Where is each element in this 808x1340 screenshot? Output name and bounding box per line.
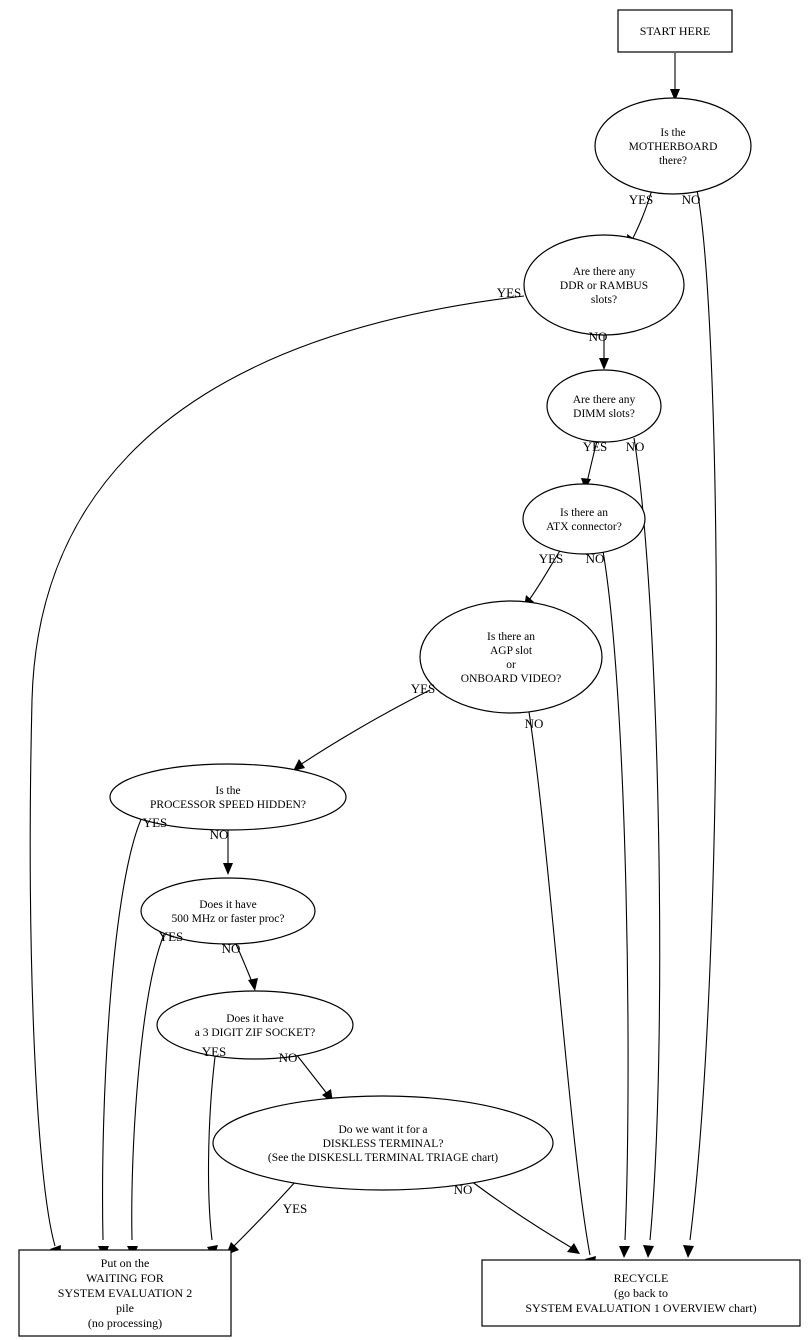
node-dimm[interactable] (547, 370, 661, 442)
edge-label-ddr-yes-waiting: YES (496, 285, 522, 300)
node-text-zif: a 3 DIGIT ZIF SOCKET? (194, 1027, 316, 1039)
node-text-diskless: Do we want it for a (338, 1124, 428, 1136)
node-text-mhz: Does it have (199, 899, 257, 911)
node-text-ddr: Are there any (572, 266, 636, 278)
edge-labels-layer (143, 192, 701, 1216)
node-text-atx: ATX connector? (546, 521, 622, 533)
node-shape-dimm (547, 370, 661, 442)
edge-label-agp-yes-procspeed: YES (410, 681, 436, 696)
node-zif[interactable] (157, 991, 353, 1059)
node-text-waiting: (no processing) (87, 1316, 163, 1330)
nodes-layer (19, 10, 800, 1336)
edge-motherboard-no-recycle (690, 190, 716, 1240)
node-text-agp: ONBOARD VIDEO? (460, 673, 562, 685)
node-text-recycle: SYSTEM EVALUATION 1 OVERVIEW chart) (525, 1301, 757, 1315)
node-text-recycle: (go back to (614, 1286, 668, 1300)
node-text-waiting: WAITING FOR (86, 1271, 164, 1285)
node-text-agp: Is there an (487, 631, 535, 643)
arrowhead-ddr-no-dimm (599, 358, 609, 370)
edge-label-ddr-no-dimm: NO (588, 329, 608, 344)
node-ddr[interactable] (524, 235, 684, 335)
edge-label-mhz-no-zif: NO (221, 941, 241, 956)
node-waiting[interactable] (19, 1250, 231, 1336)
edge-label-dimm-no-recycle: NO (625, 439, 645, 454)
arrowhead-dimm-no-recycle (643, 1245, 654, 1258)
edge-label-zif-yes-waiting: YES (201, 1044, 227, 1059)
arrowhead-motherboard-no-recycle (683, 1245, 694, 1258)
node-text-waiting: pile (116, 1301, 134, 1315)
edge-mhz-yes-waiting (132, 932, 165, 1240)
edge-diskless-no-recycle (471, 1181, 572, 1248)
edge-zif-no-diskless (296, 1054, 328, 1095)
node-text-diskless: (See the DISKESLL TERMINAL TRIAGE chart) (267, 1152, 499, 1164)
node-shape-atx (523, 484, 645, 554)
edge-label-diskless-no-recycle: NO (453, 1182, 473, 1197)
edge-label-diskless-yes-waiting: YES (282, 1201, 308, 1216)
edge-label-atx-yes-agp: YES (538, 551, 564, 566)
node-text-procspeed: Is the (215, 785, 241, 797)
node-text-mhz: 500 MHz or faster proc? (171, 913, 285, 925)
node-text-zif: Does it have (226, 1013, 284, 1025)
arrowhead-procspeed-no-mhz (223, 863, 233, 875)
node-text-ddr: slots? (590, 294, 618, 306)
arrowhead-atx-no-recycle (619, 1246, 630, 1258)
node-shape-agp (420, 601, 602, 713)
node-text-dimm: Are there any (572, 394, 636, 406)
edge-dimm-no-recycle (634, 438, 660, 1240)
node-text-diskless: DISKLESS TERMINAL? (322, 1138, 444, 1150)
node-text-motherboard: there? (658, 155, 688, 167)
edge-label-motherboard-yes-ddr: YES (628, 192, 654, 207)
edge-agp-no-recycle (529, 712, 590, 1255)
edge-label-atx-no-recycle: NO (585, 551, 605, 566)
edge-label-zif-no-diskless: NO (278, 1050, 298, 1065)
node-start[interactable] (618, 10, 732, 52)
edge-label-agp-no-recycle: NO (524, 716, 544, 731)
node-text-agp: or (506, 659, 516, 671)
node-motherboard[interactable] (595, 98, 751, 194)
edge-label-motherboard-no-recycle: NO (681, 192, 701, 207)
node-text-waiting: Put on the (100, 1256, 150, 1270)
node-text-agp: AGP slot (489, 645, 533, 657)
node-atx[interactable] (523, 484, 645, 554)
node-shape-zif (157, 991, 353, 1059)
node-recycle[interactable] (482, 1260, 800, 1326)
node-text-waiting: SYSTEM EVALUATION 2 (57, 1286, 193, 1300)
edge-atx-no-recycle (603, 551, 628, 1240)
node-text-dimm: DIMM slots? (573, 408, 635, 420)
node-text-start: START HERE (639, 24, 711, 38)
node-text-procspeed: PROCESSOR SPEED HIDDEN? (150, 799, 306, 811)
edge-label-procspeed-yes-waiting: YES (142, 815, 168, 830)
arrowhead-mhz-no-zif (248, 978, 258, 991)
node-text-motherboard: MOTHERBOARD (628, 141, 718, 153)
edge-procspeed-yes-waiting (103, 815, 143, 1240)
node-agp[interactable] (420, 601, 602, 713)
arrowhead-diskless-no-recycle (567, 1243, 580, 1254)
node-text-ddr: DDR or RAMBUS (559, 280, 649, 292)
node-text-motherboard: Is the (660, 127, 686, 139)
node-text-recycle: RECYCLE (613, 1271, 669, 1285)
edge-label-dimm-yes-atx: YES (582, 439, 608, 454)
edge-agp-yes-procspeed (300, 690, 430, 765)
node-text-atx: Is there an (560, 507, 608, 519)
edge-label-procspeed-no-mhz: NO (209, 827, 229, 842)
edge-label-mhz-yes-waiting: YES (158, 929, 184, 944)
node-diskless[interactable] (213, 1096, 553, 1190)
